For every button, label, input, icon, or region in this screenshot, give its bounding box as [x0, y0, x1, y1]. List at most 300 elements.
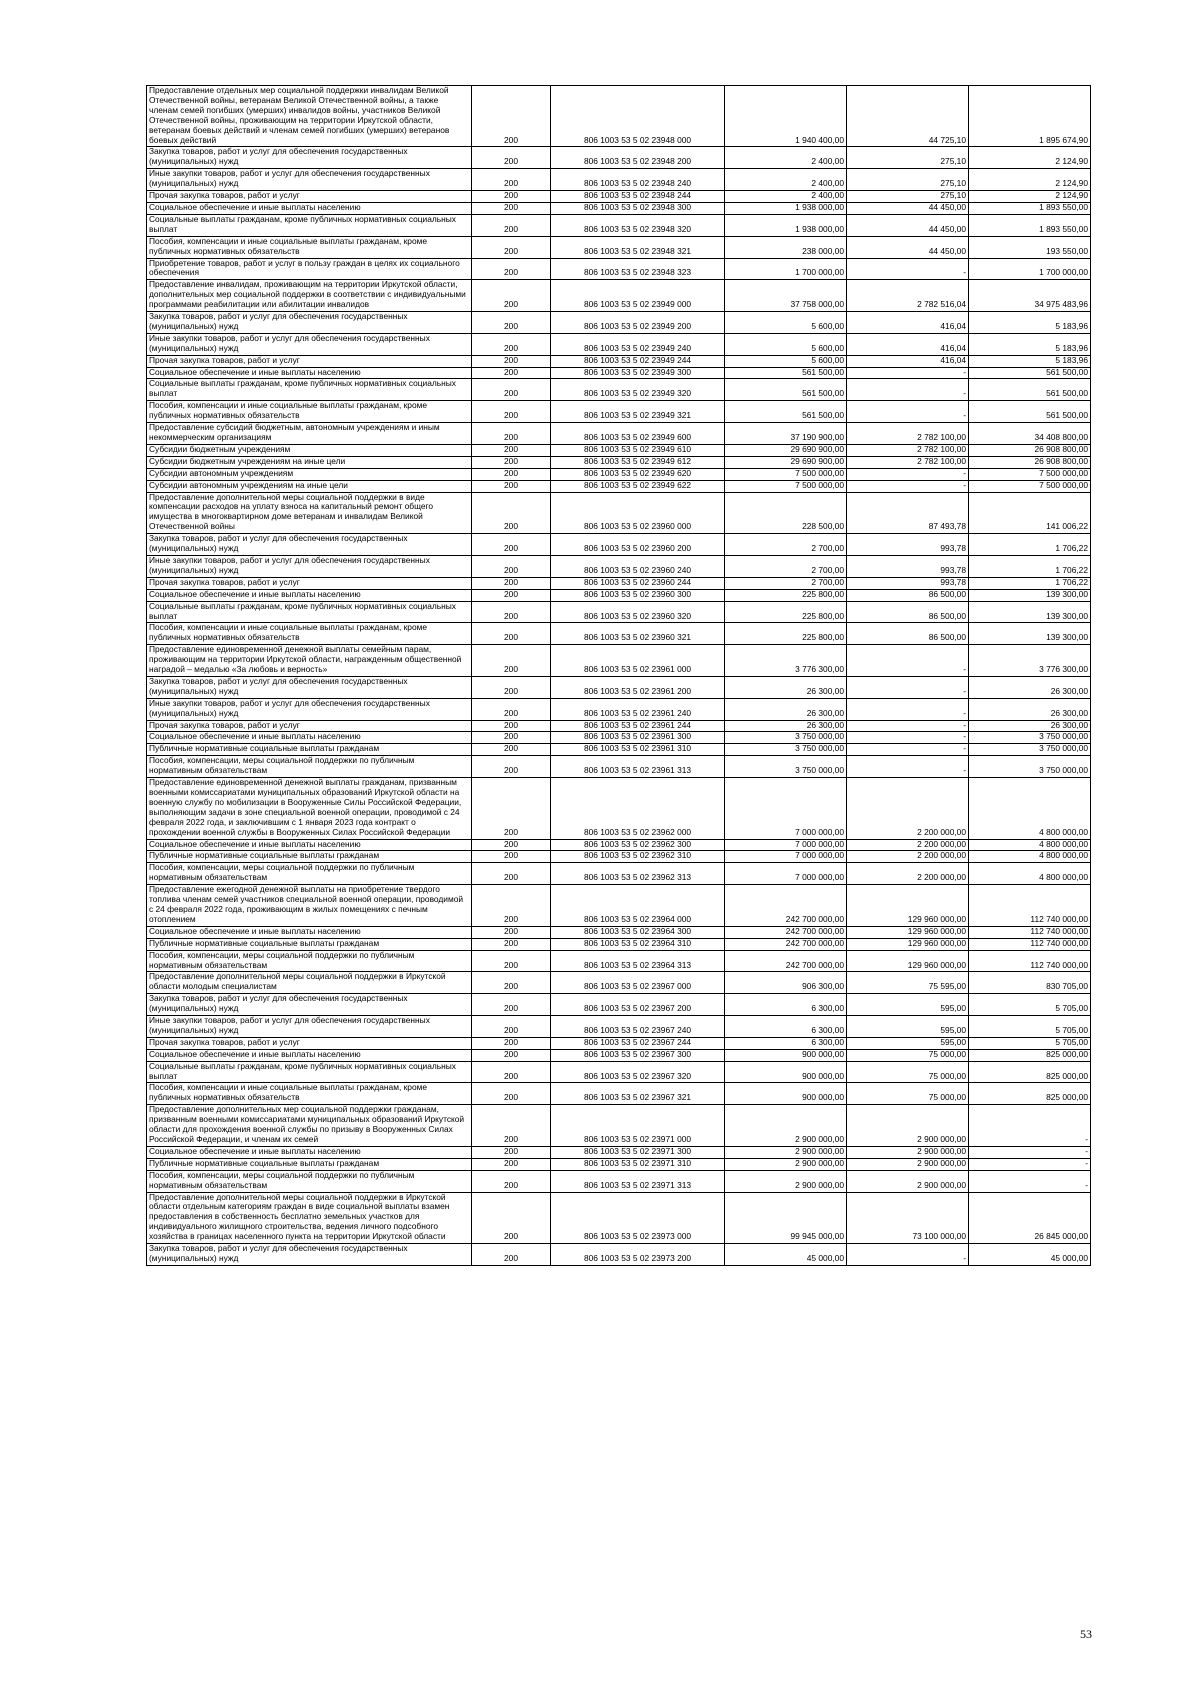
- row-name-cell: Иные закупки товаров, работ и услуг для обеспечения государственных (муниципальных) нужд: [147, 555, 472, 577]
- executed-amount-cell: -: [847, 732, 969, 744]
- table-row: [147, 202, 1091, 214]
- row-code-cell: 200: [472, 994, 551, 1016]
- row-code-cell: 200: [472, 147, 551, 169]
- executed-amount-cell: 44 450,00: [847, 236, 969, 258]
- unexecuted-amount-cell: 5 705,00: [969, 1016, 1091, 1038]
- budget-classification-cell: 806 1003 53 5 02 23948 300: [551, 202, 725, 214]
- row-code-cell: 200: [472, 534, 551, 556]
- budget-classification-cell: 806 1003 53 5 02 23967 200: [551, 994, 725, 1016]
- executed-amount-cell: 75 000,00: [847, 1083, 969, 1105]
- approved-amount-cell: 242 700 000,00: [725, 885, 847, 927]
- approved-amount-cell: 228 500,00: [725, 492, 847, 534]
- unexecuted-amount-cell: 34 408 800,00: [969, 423, 1091, 445]
- budget-classification-cell: 806 1003 53 5 02 23949 610: [551, 444, 725, 456]
- budget-classification-cell: 806 1003 53 5 02 23961 240: [551, 698, 725, 720]
- budget-classification-cell: 806 1003 53 5 02 23960 300: [551, 589, 725, 601]
- table-row: [147, 577, 1091, 589]
- table-row: [147, 1170, 1091, 1192]
- table-row: [147, 926, 1091, 938]
- approved-amount-cell: 1 940 400,00: [725, 86, 847, 147]
- budget-classification-cell: 806 1003 53 5 02 23967 320: [551, 1061, 725, 1083]
- table-row: [147, 191, 1091, 203]
- unexecuted-amount-cell: 5 183,96: [969, 312, 1091, 334]
- unexecuted-amount-cell: 26 300,00: [969, 720, 1091, 732]
- table-row: [147, 423, 1091, 445]
- row-code-cell: 200: [472, 623, 551, 645]
- budget-classification-cell: 806 1003 53 5 02 23949 300: [551, 367, 725, 379]
- table-row: [147, 258, 1091, 280]
- approved-amount-cell: 7 000 000,00: [725, 778, 847, 839]
- unexecuted-amount-cell: 2 124,90: [969, 191, 1091, 203]
- budget-classification-cell: 806 1003 53 5 02 23964 310: [551, 938, 725, 950]
- row-name-cell: Предоставление дополнительной меры социальной поддержки в Иркутской области молодым специалистам: [147, 972, 472, 994]
- table-row: [147, 732, 1091, 744]
- budget-classification-cell: 806 1003 53 5 02 23948 200: [551, 147, 725, 169]
- row-code-cell: 200: [472, 492, 551, 534]
- row-name-cell: Закупка товаров, работ и услуг для обеспечения государственных (муниципальных) нужд: [147, 147, 472, 169]
- table-row: [147, 972, 1091, 994]
- budget-classification-cell: 806 1003 53 5 02 23960 240: [551, 555, 725, 577]
- approved-amount-cell: 45 000,00: [725, 1244, 847, 1266]
- row-code-cell: 200: [472, 778, 551, 839]
- page-number: 53: [1080, 1627, 1092, 1641]
- table-row: [147, 863, 1091, 885]
- row-name-cell: Предоставление инвалидам, проживающим на территории Иркутской области, дополнительных мер социальной поддержки в соответствии с индивидуальными программами реабилитации или абилитации инвалидов: [147, 280, 472, 312]
- unexecuted-amount-cell: 3 750 000,00: [969, 756, 1091, 778]
- executed-amount-cell: 416,04: [847, 333, 969, 355]
- approved-amount-cell: 900 000,00: [725, 1061, 847, 1083]
- row-code-cell: 200: [472, 468, 551, 480]
- executed-amount-cell: 2 782 100,00: [847, 423, 969, 445]
- budget-classification-cell: 806 1003 53 5 02 23962 000: [551, 778, 725, 839]
- unexecuted-amount-cell: 3 750 000,00: [969, 744, 1091, 756]
- row-name-cell: Иные закупки товаров, работ и услуг для обеспечения государственных (муниципальных) нужд: [147, 1016, 472, 1038]
- table-row: [147, 994, 1091, 1016]
- row-name-cell: Социальные выплаты гражданам, кроме публичных нормативных социальных выплат: [147, 601, 472, 623]
- row-name-cell: Субсидии бюджетным учреждениям: [147, 444, 472, 456]
- unexecuted-amount-cell: 5 705,00: [969, 1037, 1091, 1049]
- budget-classification-cell: 806 1003 53 5 02 23960 321: [551, 623, 725, 645]
- row-code-cell: 200: [472, 1083, 551, 1105]
- unexecuted-amount-cell: 1 706,22: [969, 577, 1091, 589]
- executed-amount-cell: 595,00: [847, 1016, 969, 1038]
- budget-classification-cell: 806 1003 53 5 02 23961 310: [551, 744, 725, 756]
- row-name-cell: Закупка товаров, работ и услуг для обеспечения государственных (муниципальных) нужд: [147, 534, 472, 556]
- executed-amount-cell: -: [847, 401, 969, 423]
- row-name-cell: Публичные нормативные социальные выплаты гражданам: [147, 851, 472, 863]
- table-row: [147, 756, 1091, 778]
- approved-amount-cell: 26 300,00: [725, 720, 847, 732]
- executed-amount-cell: 2 782 516,04: [847, 280, 969, 312]
- row-code-cell: 200: [472, 1016, 551, 1038]
- executed-amount-cell: 129 960 000,00: [847, 950, 969, 972]
- approved-amount-cell: 6 300,00: [725, 1016, 847, 1038]
- unexecuted-amount-cell: 26 845 000,00: [969, 1192, 1091, 1244]
- unexecuted-amount-cell: 825 000,00: [969, 1049, 1091, 1061]
- executed-amount-cell: 129 960 000,00: [847, 938, 969, 950]
- approved-amount-cell: 2 700,00: [725, 577, 847, 589]
- table-row: [147, 589, 1091, 601]
- unexecuted-amount-cell: 7 500 000,00: [969, 480, 1091, 492]
- approved-amount-cell: 3 776 300,00: [725, 645, 847, 677]
- budget-classification-cell: 806 1003 53 5 02 23948 000: [551, 86, 725, 147]
- row-code-cell: 200: [472, 863, 551, 885]
- row-code-cell: 200: [472, 423, 551, 445]
- table-row: [147, 379, 1091, 401]
- table-row: [147, 1244, 1091, 1266]
- row-name-cell: Прочая закупка товаров, работ и услуг: [147, 1037, 472, 1049]
- budget-classification-cell: 806 1003 53 5 02 23971 313: [551, 1170, 725, 1192]
- budget-classification-cell: 806 1003 53 5 02 23948 321: [551, 236, 725, 258]
- executed-amount-cell: 275,10: [847, 191, 969, 203]
- table-row: [147, 401, 1091, 423]
- approved-amount-cell: 225 800,00: [725, 601, 847, 623]
- approved-amount-cell: 3 750 000,00: [725, 744, 847, 756]
- row-name-cell: Приобретение товаров, работ и услуг в пользу граждан в целях их социального обеспечения: [147, 258, 472, 280]
- budget-classification-cell: 806 1003 53 5 02 23967 300: [551, 1049, 725, 1061]
- approved-amount-cell: 7 500 000,00: [725, 468, 847, 480]
- executed-amount-cell: 275,10: [847, 169, 969, 191]
- executed-amount-cell: 2 200 000,00: [847, 851, 969, 863]
- budget-classification-cell: 806 1003 53 5 02 23961 200: [551, 676, 725, 698]
- unexecuted-amount-cell: 825 000,00: [969, 1061, 1091, 1083]
- row-name-cell: Пособия, компенсации и иные социальные выплаты гражданам, кроме публичных нормативных обязательств: [147, 236, 472, 258]
- executed-amount-cell: 416,04: [847, 355, 969, 367]
- row-name-cell: Предоставление единовременной денежной выплаты гражданам, призванным военными комиссариатами муниципальных образований Иркутской области на военную службу по мобилизации в Вооруженные Силы Российской Федерации, выполняющим задачи в зоне специальной военной операции, проводимой с 24 февраля 2022 года, и заключившим с 1 января 2023 года контракт о прохождении военной службы в Вооруженных Силах Российской Федерации: [147, 778, 472, 839]
- row-code-cell: 200: [472, 839, 551, 851]
- unexecuted-amount-cell: -: [969, 1146, 1091, 1158]
- budget-classification-cell: 806 1003 53 5 02 23961 300: [551, 732, 725, 744]
- approved-amount-cell: 7 000 000,00: [725, 851, 847, 863]
- approved-amount-cell: 3 750 000,00: [725, 756, 847, 778]
- unexecuted-amount-cell: 1 893 550,00: [969, 214, 1091, 236]
- executed-amount-cell: 993,78: [847, 555, 969, 577]
- unexecuted-amount-cell: 2 124,90: [969, 169, 1091, 191]
- executed-amount-cell: 129 960 000,00: [847, 926, 969, 938]
- budget-classification-cell: 806 1003 53 5 02 23961 000: [551, 645, 725, 677]
- approved-amount-cell: 26 300,00: [725, 676, 847, 698]
- approved-amount-cell: 2 700,00: [725, 555, 847, 577]
- unexecuted-amount-cell: 34 975 483,96: [969, 280, 1091, 312]
- executed-amount-cell: 129 960 000,00: [847, 885, 969, 927]
- table-row: [147, 86, 1091, 147]
- unexecuted-amount-cell: 7 500 000,00: [969, 468, 1091, 480]
- unexecuted-amount-cell: 26 300,00: [969, 676, 1091, 698]
- unexecuted-amount-cell: 4 800 000,00: [969, 839, 1091, 851]
- unexecuted-amount-cell: 141 006,22: [969, 492, 1091, 534]
- row-code-cell: 200: [472, 851, 551, 863]
- approved-amount-cell: 2 400,00: [725, 191, 847, 203]
- row-name-cell: Пособия, компенсации и иные социальные выплаты гражданам, кроме публичных нормативных обязательств: [147, 623, 472, 645]
- budget-classification-cell: 806 1003 53 5 02 23973 200: [551, 1244, 725, 1266]
- row-code-cell: 200: [472, 972, 551, 994]
- budget-classification-cell: 806 1003 53 5 02 23962 310: [551, 851, 725, 863]
- row-code-cell: 200: [472, 720, 551, 732]
- executed-amount-cell: 993,78: [847, 534, 969, 556]
- row-name-cell: Публичные нормативные социальные выплаты гражданам: [147, 744, 472, 756]
- row-code-cell: 200: [472, 191, 551, 203]
- row-name-cell: Социальное обеспечение и иные выплаты населению: [147, 839, 472, 851]
- row-code-cell: 200: [472, 333, 551, 355]
- table-row: [147, 236, 1091, 258]
- row-name-cell: Закупка товаров, работ и услуг для обеспечения государственных (муниципальных) нужд: [147, 994, 472, 1016]
- table-row: [147, 214, 1091, 236]
- row-code-cell: 200: [472, 1037, 551, 1049]
- row-name-cell: Субсидии автономным учреждениям на иные цели: [147, 480, 472, 492]
- budget-classification-cell: 806 1003 53 5 02 23949 612: [551, 456, 725, 468]
- approved-amount-cell: 7 000 000,00: [725, 839, 847, 851]
- unexecuted-amount-cell: 561 500,00: [969, 401, 1091, 423]
- approved-amount-cell: 2 400,00: [725, 169, 847, 191]
- unexecuted-amount-cell: 561 500,00: [969, 367, 1091, 379]
- row-code-cell: 200: [472, 732, 551, 744]
- budget-classification-cell: 806 1003 53 5 02 23971 300: [551, 1146, 725, 1158]
- executed-amount-cell: 75 000,00: [847, 1061, 969, 1083]
- approved-amount-cell: 37 190 900,00: [725, 423, 847, 445]
- unexecuted-amount-cell: -: [969, 1105, 1091, 1147]
- row-name-cell: Иные закупки товаров, работ и услуг для обеспечения государственных (муниципальных) нужд: [147, 333, 472, 355]
- executed-amount-cell: 2 200 000,00: [847, 839, 969, 851]
- table-row: [147, 1146, 1091, 1158]
- unexecuted-amount-cell: 112 740 000,00: [969, 926, 1091, 938]
- unexecuted-amount-cell: 139 300,00: [969, 623, 1091, 645]
- executed-amount-cell: 2 200 000,00: [847, 863, 969, 885]
- budget-classification-cell: 806 1003 53 5 02 23971 310: [551, 1158, 725, 1170]
- budget-classification-cell: 806 1003 53 5 02 23960 000: [551, 492, 725, 534]
- row-name-cell: Предоставление дополнительной меры социальной поддержки в виде компенсации расходов на уплату взноса на капитальный ремонт общего имущества в многоквартирном доме ветеранам и инвалидам Великой Отечественной войны: [147, 492, 472, 534]
- row-name-cell: Социальное обеспечение и иные выплаты населению: [147, 1049, 472, 1061]
- unexecuted-amount-cell: 112 740 000,00: [969, 938, 1091, 950]
- table-row: [147, 645, 1091, 677]
- budget-classification-cell: 806 1003 53 5 02 23949 200: [551, 312, 725, 334]
- row-name-cell: Пособия, компенсации и иные социальные выплаты гражданам, кроме публичных нормативных обязательств: [147, 1083, 472, 1105]
- executed-amount-cell: -: [847, 698, 969, 720]
- row-code-cell: 200: [472, 401, 551, 423]
- row-code-cell: 200: [472, 698, 551, 720]
- budget-classification-cell: 806 1003 53 5 02 23949 240: [551, 333, 725, 355]
- table-row: [147, 1105, 1091, 1147]
- unexecuted-amount-cell: 26 300,00: [969, 698, 1091, 720]
- budget-classification-cell: 806 1003 53 5 02 23949 000: [551, 280, 725, 312]
- executed-amount-cell: 2 900 000,00: [847, 1146, 969, 1158]
- executed-amount-cell: 2 900 000,00: [847, 1158, 969, 1170]
- approved-amount-cell: 2 400,00: [725, 147, 847, 169]
- row-code-cell: 200: [472, 169, 551, 191]
- approved-amount-cell: 225 800,00: [725, 589, 847, 601]
- table-row: [147, 147, 1091, 169]
- row-code-cell: 200: [472, 938, 551, 950]
- budget-classification-cell: 806 1003 53 5 02 23948 323: [551, 258, 725, 280]
- executed-amount-cell: 2 900 000,00: [847, 1105, 969, 1147]
- row-name-cell: Прочая закупка товаров, работ и услуг: [147, 355, 472, 367]
- budget-classification-cell: 806 1003 53 5 02 23967 240: [551, 1016, 725, 1038]
- budget-classification-cell: 806 1003 53 5 02 23948 320: [551, 214, 725, 236]
- unexecuted-amount-cell: 561 500,00: [969, 379, 1091, 401]
- approved-amount-cell: 5 600,00: [725, 355, 847, 367]
- budget-classification-cell: 806 1003 53 5 02 23949 321: [551, 401, 725, 423]
- executed-amount-cell: 44 725,10: [847, 86, 969, 147]
- row-code-cell: 200: [472, 589, 551, 601]
- row-code-cell: 200: [472, 676, 551, 698]
- executed-amount-cell: 73 100 000,00: [847, 1192, 969, 1244]
- row-code-cell: 200: [472, 1244, 551, 1266]
- row-code-cell: 200: [472, 1146, 551, 1158]
- row-code-cell: 200: [472, 926, 551, 938]
- unexecuted-amount-cell: 112 740 000,00: [969, 885, 1091, 927]
- unexecuted-amount-cell: 3 750 000,00: [969, 732, 1091, 744]
- row-name-cell: Пособия, компенсации и иные социальные выплаты гражданам, кроме публичных нормативных обязательств: [147, 401, 472, 423]
- executed-amount-cell: -: [847, 676, 969, 698]
- unexecuted-amount-cell: 5 183,96: [969, 333, 1091, 355]
- approved-amount-cell: 906 300,00: [725, 972, 847, 994]
- table-row: [147, 698, 1091, 720]
- executed-amount-cell: 86 500,00: [847, 589, 969, 601]
- table-row: [147, 1192, 1091, 1244]
- table-row: [147, 1049, 1091, 1061]
- budget-classification-cell: 806 1003 53 5 02 23949 620: [551, 468, 725, 480]
- row-name-cell: Закупка товаров, работ и услуг для обеспечения государственных (муниципальных) нужд: [147, 312, 472, 334]
- approved-amount-cell: 1 938 000,00: [725, 202, 847, 214]
- budget-classification-cell: 806 1003 53 5 02 23948 244: [551, 191, 725, 203]
- row-code-cell: 200: [472, 86, 551, 147]
- approved-amount-cell: 561 500,00: [725, 367, 847, 379]
- unexecuted-amount-cell: 26 908 800,00: [969, 444, 1091, 456]
- row-code-cell: 200: [472, 236, 551, 258]
- row-code-cell: 200: [472, 312, 551, 334]
- unexecuted-amount-cell: 4 800 000,00: [969, 863, 1091, 885]
- row-name-cell: Социальное обеспечение и иные выплаты населению: [147, 1146, 472, 1158]
- approved-amount-cell: 3 750 000,00: [725, 732, 847, 744]
- row-code-cell: 200: [472, 379, 551, 401]
- row-code-cell: 200: [472, 950, 551, 972]
- approved-amount-cell: 6 300,00: [725, 994, 847, 1016]
- executed-amount-cell: 75 595,00: [847, 972, 969, 994]
- executed-amount-cell: -: [847, 645, 969, 677]
- approved-amount-cell: 561 500,00: [725, 401, 847, 423]
- row-code-cell: 200: [472, 444, 551, 456]
- approved-amount-cell: 2 900 000,00: [725, 1158, 847, 1170]
- executed-amount-cell: -: [847, 258, 969, 280]
- budget-classification-cell: 806 1003 53 5 02 23960 200: [551, 534, 725, 556]
- budget-classification-cell: 806 1003 53 5 02 23949 320: [551, 379, 725, 401]
- row-name-cell: Субсидии бюджетным учреждениям на иные цели: [147, 456, 472, 468]
- row-name-cell: Публичные нормативные социальные выплаты гражданам: [147, 1158, 472, 1170]
- table-row: [147, 885, 1091, 927]
- approved-amount-cell: 5 600,00: [725, 312, 847, 334]
- approved-amount-cell: 242 700 000,00: [725, 950, 847, 972]
- budget-classification-cell: 806 1003 53 5 02 23964 313: [551, 950, 725, 972]
- unexecuted-amount-cell: 4 800 000,00: [969, 851, 1091, 863]
- executed-amount-cell: -: [847, 367, 969, 379]
- approved-amount-cell: 7 500 000,00: [725, 480, 847, 492]
- budget-classification-cell: 806 1003 53 5 02 23949 600: [551, 423, 725, 445]
- executed-amount-cell: 416,04: [847, 312, 969, 334]
- executed-amount-cell: 993,78: [847, 577, 969, 589]
- row-name-cell: Прочая закупка товаров, работ и услуг: [147, 191, 472, 203]
- table-row: [147, 938, 1091, 950]
- table-row: [147, 444, 1091, 456]
- executed-amount-cell: 86 500,00: [847, 601, 969, 623]
- table-row: [147, 851, 1091, 863]
- row-code-cell: 200: [472, 1061, 551, 1083]
- table-row: [147, 355, 1091, 367]
- row-name-cell: Социальное обеспечение и иные выплаты населению: [147, 589, 472, 601]
- unexecuted-amount-cell: 45 000,00: [969, 1244, 1091, 1266]
- table-row: [147, 1158, 1091, 1170]
- budget-classification-cell: 806 1003 53 5 02 23949 622: [551, 480, 725, 492]
- approved-amount-cell: 238 000,00: [725, 236, 847, 258]
- executed-amount-cell: -: [847, 379, 969, 401]
- row-name-cell: Предоставление отдельных мер социальной поддержки инвалидам Великой Отечественной войны, ветеранам Великой Отечественной войны, а также членам семей погибших (умерших) инвалидов войны, участников Великой Отечественной войны, проживающим на территории Иркутской области, ветеранам боевых действий и членам семей погибших (умерших) ветеранов боевых действий: [147, 86, 472, 147]
- approved-amount-cell: 561 500,00: [725, 379, 847, 401]
- approved-amount-cell: 900 000,00: [725, 1083, 847, 1105]
- table-row: [147, 169, 1091, 191]
- approved-amount-cell: 1 700 000,00: [725, 258, 847, 280]
- budget-sheet: [146, 85, 1090, 1266]
- unexecuted-amount-cell: 139 300,00: [969, 589, 1091, 601]
- row-name-cell: Социальные выплаты гражданам, кроме публичных нормативных социальных выплат: [147, 379, 472, 401]
- row-name-cell: Предоставление дополнительной меры социальной поддержки в Иркутской области отдельным категориям граждан в виде социальной выплаты взамен предоставления в собственность бесплатно земельных участков для индивидуального жилищного строительства, ведения личного подсобного хозяйства в границах населенного пункта на территории Иркутской области: [147, 1192, 472, 1244]
- executed-amount-cell: 2 782 100,00: [847, 444, 969, 456]
- budget-classification-cell: 806 1003 53 5 02 23967 000: [551, 972, 725, 994]
- budget-classification-cell: 806 1003 53 5 02 23964 300: [551, 926, 725, 938]
- unexecuted-amount-cell: 1 895 674,90: [969, 86, 1091, 147]
- row-code-cell: 200: [472, 214, 551, 236]
- unexecuted-amount-cell: 5 705,00: [969, 994, 1091, 1016]
- table-row: [147, 676, 1091, 698]
- executed-amount-cell: 2 200 000,00: [847, 778, 969, 839]
- row-name-cell: Социальное обеспечение и иные выплаты населению: [147, 202, 472, 214]
- row-name-cell: Публичные нормативные социальные выплаты гражданам: [147, 938, 472, 950]
- table-row: [147, 1083, 1091, 1105]
- row-name-cell: Закупка товаров, работ и услуг для обеспечения государственных (муниципальных) нужд: [147, 1244, 472, 1266]
- approved-amount-cell: 900 000,00: [725, 1049, 847, 1061]
- executed-amount-cell: -: [847, 744, 969, 756]
- row-code-cell: 200: [472, 355, 551, 367]
- row-code-cell: 200: [472, 480, 551, 492]
- row-name-cell: Прочая закупка товаров, работ и услуг: [147, 577, 472, 589]
- unexecuted-amount-cell: 3 776 300,00: [969, 645, 1091, 677]
- approved-amount-cell: 2 700,00: [725, 534, 847, 556]
- budget-classification-cell: 806 1003 53 5 02 23960 320: [551, 601, 725, 623]
- row-code-cell: 200: [472, 456, 551, 468]
- table-row: [147, 601, 1091, 623]
- approved-amount-cell: 37 758 000,00: [725, 280, 847, 312]
- executed-amount-cell: -: [847, 468, 969, 480]
- unexecuted-amount-cell: 1 706,22: [969, 534, 1091, 556]
- table-row: [147, 480, 1091, 492]
- row-name-cell: Пособия, компенсации, меры социальной поддержки по публичным нормативным обязательствам: [147, 863, 472, 885]
- table-row: [147, 534, 1091, 556]
- row-code-cell: 200: [472, 885, 551, 927]
- row-name-cell: Социальные выплаты гражданам, кроме публичных нормативных социальных выплат: [147, 1061, 472, 1083]
- row-name-cell: Предоставление субсидий бюджетным, автономным учреждениям и иным некоммерческим организациям: [147, 423, 472, 445]
- executed-amount-cell: 86 500,00: [847, 623, 969, 645]
- table-row: [147, 367, 1091, 379]
- executed-amount-cell: 595,00: [847, 994, 969, 1016]
- approved-amount-cell: 26 300,00: [725, 698, 847, 720]
- unexecuted-amount-cell: 5 183,96: [969, 355, 1091, 367]
- row-code-cell: 200: [472, 258, 551, 280]
- executed-amount-cell: -: [847, 756, 969, 778]
- approved-amount-cell: 99 945 000,00: [725, 1192, 847, 1244]
- table-row: [147, 1016, 1091, 1038]
- table-body: [147, 86, 1091, 1266]
- executed-amount-cell: 44 450,00: [847, 202, 969, 214]
- approved-amount-cell: 2 900 000,00: [725, 1105, 847, 1147]
- approved-amount-cell: 5 600,00: [725, 333, 847, 355]
- row-code-cell: 200: [472, 577, 551, 589]
